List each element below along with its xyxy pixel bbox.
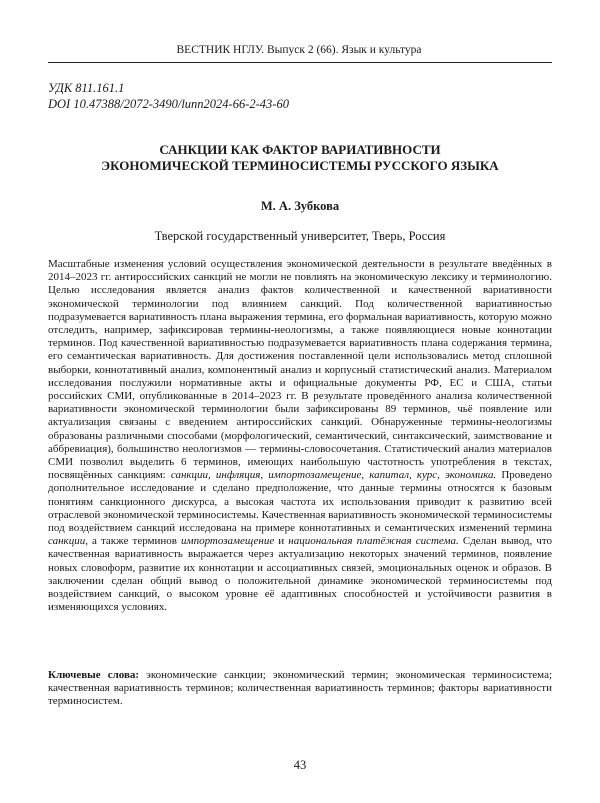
abstract-paragraph	[48, 258, 552, 614]
abstract-italic-import-substitution: импортозамещение	[181, 535, 275, 548]
abstract-text-5: Сделан вывод, что качественная вариативность выражается через актуализацию некоторых значений терминов, появление новых словоформ, развитие их коннотации и ассоциативных связей, эмоциональных оценок и образов. В заключении сделан общий вывод о положительной динамике экономической терминосистемы под воздействием санкций, о высоком уровне её адаптивных способностей и устойчивости развития в изменяющихся условиях.	[48, 535, 552, 614]
header-divider	[48, 62, 552, 63]
abstract-italic-sanctions: санкции	[48, 535, 86, 548]
keywords-label: Ключевые слова:	[48, 669, 140, 681]
abstract-text-3: , а также терминов	[85, 535, 182, 548]
article-title	[48, 142, 552, 174]
running-header: ВЕСТНИК НГЛУ. Выпуск 2 (66). Язык и культура	[176, 44, 422, 56]
author-affiliation: Тверской государственный университет, Тверь, Россия	[154, 229, 446, 243]
keywords-text: экономические санкции; экономический термин; экономическая терминосистема; качественная вариативность терминов; количественная вариативность терминов; факторы вариативности терминосистем.	[48, 669, 553, 708]
author-name: М. А. Зубкова	[260, 199, 340, 213]
page-number: 43	[293, 758, 307, 772]
doi-code: DOI 10.47388/2072-3490/lunn2024-66-2-43-60	[48, 97, 289, 111]
udk-code: УДК 811.161.1	[48, 81, 125, 95]
keywords-section	[48, 669, 552, 709]
abstract	[48, 258, 552, 614]
abstract-italic-terms: санкции, инфляция, импортозамещение, капитал, курс, экономика.	[170, 469, 497, 482]
keywords-paragraph	[48, 669, 552, 709]
abstract-text-1: Масштабные изменения условий осуществления экономической деятельности в результате введённых в 2014–2023 гг. антироссийских санкций не могли не повлиять на экономическую лексику и терминологию. Целью исследования является анализ фактов количественной и качественной вариативности экономической терминологии под влиянием санкций. Под количественной вариативностью подразумевается вариативность плана выражения термина, его формальная вариативность, которую можно отследить, например, зафиксировав термины-неологизмы, а также появляющиеся новые коннотации терминов. Под качественной вариативностью подразумевается вариативность плана содержания термина, его семантическая вариативность. Для достижения поставленной цели использовались метод сплошной выборки, коннотативный анализ, компонентный анализ и корпусный статистический анализ. Материалом исследования послужили нормативные акты и официальные документы РФ, ЕС и США, статьи российских СМИ, опубликованные в 2014–2023 гг. В результате проведённого анализа количественной вариативности экономической терминологии были зафиксированы 89 терминов, чьё появление или актуализация связаны с введением антироссийских санкций. Обнаруженные термины-неологизмы образованы различными способами (морфологический, семантический, синтаксический, заимствование и аббревиация), большинство неологизмов — термины-словосочетания. Статистический анализ материалов СМИ позволил выделить 6 терминов, имеющих наибольшую частотность употребления в текстах, посвящённых санкциям:	[48, 258, 552, 482]
abstract-italic-payment-system: национальная платёжная система.	[288, 535, 459, 548]
abstract-text-2: Проведено дополнительное исследование и сделано предположение, что данные термины относятся к базовым понятиям санкционного дискурса, а высокая частота их использования приводит к развитию всей отраслевой экономической терминосистемы. Качественная вариативность экономической терминосистемы под воздействием санкций исследована на примере коннотативных и семантических изменений термина	[48, 469, 552, 535]
title-line-2: ЭКОНОМИЧЕСКОЙ ТЕРМИНОСИСТЕМЫ РУССКОГО ЯЗЫКА	[101, 158, 499, 173]
title-line-1: САНКЦИИ КАК ФАКТОР ВАРИАТИВНОСТИ	[159, 142, 441, 157]
abstract-text-4: и	[274, 535, 289, 548]
